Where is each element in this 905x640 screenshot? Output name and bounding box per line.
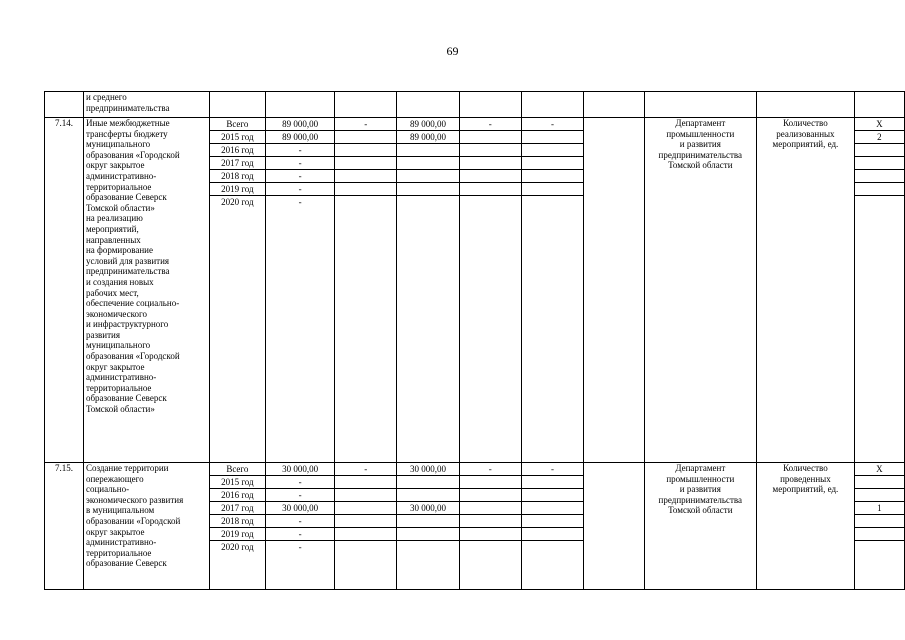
subrow-total-value: - [298,542,302,552]
values-cell [854,463,904,590]
row-number: 7.14. [45,118,84,463]
subrow-other-value [522,489,583,502]
subrow-years-value: 2019 год [210,183,266,196]
subrow-total-value: - [266,528,334,541]
subrow-total-value: - [266,515,334,528]
subrow-other-value [522,515,583,528]
subrow-other-value [522,476,583,489]
subrow-reg-value: 30 000,00 [397,463,458,476]
subrow-values-value: X [855,118,904,131]
subrow-loc-value [460,144,521,157]
subrow-fed-value [335,541,396,554]
table-row [45,463,905,590]
subrow-values-value: 1 [855,502,904,515]
subrow-fed-value [335,489,396,502]
subrow-years-value: 2019 год [210,528,266,541]
subrow-reg-value [397,541,458,554]
subrow-total-value: - [266,157,334,170]
subrow-years-value: 2018 год [210,170,266,183]
subrow-reg-value: 30 000,00 [397,502,458,515]
subrow-other-value [522,144,583,157]
subrow-years-value: 2020 год [221,542,254,552]
subrow-other-value [522,157,583,170]
table-row [45,118,905,463]
subrow-fed-value [335,170,396,183]
subrow-loc-value [460,157,521,170]
subrow-years-value: 2020 год [221,197,254,207]
subrow-other-value [522,170,583,183]
subrow-years-value: 2017 год [210,502,266,515]
subrow-values-value [855,196,904,209]
subrow-total-value: - [266,489,334,502]
subrow-years-value: 2015 год [210,131,266,144]
subrow-years-value: 2015 год [210,476,266,489]
subrow-years-value: 2016 год [210,144,266,157]
regional-cell [397,463,459,590]
subrow-fed-value [335,144,396,157]
regional-cell [397,118,459,463]
subrow-years-value: 2017 год [210,157,266,170]
values-cell [854,118,904,463]
subrow-years-value: 2016 год [210,489,266,502]
subrow-other-value [522,528,583,541]
subrow-total-value: - [266,476,334,489]
subrow-other-value [522,196,583,209]
subrow-reg-value [397,170,458,183]
row-number: 7.15. [45,463,84,590]
subrow-fed-value [335,131,396,144]
subrow-total-value: 89 000,00 [266,118,334,131]
subrow-other-value [522,502,583,515]
executor-cell: Департамент промышленности и развития предпринимательства Томской области [644,118,756,463]
subrow-loc-value [460,489,521,502]
subrow-loc-value: - [460,118,521,131]
subrow-total-value: 89 000,00 [266,131,334,144]
local-cell [459,463,521,590]
subrow-other-value [522,131,583,144]
subrow-values-value [855,541,904,554]
subrow-fed-value [335,528,396,541]
subrow-fed-value [335,476,396,489]
subrow-years-value: 2018 год [210,515,266,528]
subrow-values-value: 2 [855,131,904,144]
subrow-loc-value [460,515,521,528]
subrow-reg-value: 89 000,00 [397,118,458,131]
subrow-total-value: 30 000,00 [266,463,334,476]
subrow-total-value: - [266,170,334,183]
subrow-reg-value [397,144,458,157]
total-cell [266,463,335,590]
subrow-loc-value: - [460,463,521,476]
subrow-total-value: - [266,144,334,157]
subrow-loc-value [460,170,521,183]
subrow-other-value [522,183,583,196]
subrow-reg-value [397,515,458,528]
subrow-values-value [855,476,904,489]
continuation-text: и среднего предпринимательства [83,92,209,118]
subrow-values-value [855,489,904,502]
subrow-loc-value [460,476,521,489]
continuation-row [45,92,905,118]
subrow-other-value: - [522,118,583,131]
subrow-other-value [522,541,583,554]
subrow-values-value [855,183,904,196]
subrow-fed-value: - [335,118,396,131]
subrow-reg-value [397,528,458,541]
federal-cell [335,118,397,463]
subrow-loc-value [460,528,521,541]
subrow-loc-value [460,183,521,196]
subrow-reg-value: 89 000,00 [397,131,458,144]
subrow-values-value [855,528,904,541]
subrow-years-value: Всего [210,463,266,476]
subrow-values-value [855,157,904,170]
subrow-fed-value [335,515,396,528]
subrow-fed-value [335,183,396,196]
indicator-cell: Количество проведенных мероприятий, ед. [757,463,855,590]
subrow-total-value: 30 000,00 [266,502,334,515]
row-description: Создание территории опережающего социально- экономического развития в муниципальном образовании «Городской округ закрытое административно- территориальное образование Северск [83,463,209,590]
subrow-reg-value [397,196,458,209]
years-cell [209,463,266,590]
subrow-fed-value: - [335,463,396,476]
local-cell [459,118,521,463]
subrow-loc-value [460,196,521,209]
subrow-values-value [855,515,904,528]
subrow-years-value: Всего [210,118,266,131]
federal-cell [335,463,397,590]
subrow-reg-value [397,476,458,489]
program-table [44,91,905,590]
subrow-loc-value [460,541,521,554]
subrow-values-value [855,144,904,157]
subrow-reg-value [397,489,458,502]
subrow-loc-value [460,502,521,515]
subrow-total-value: - [266,183,334,196]
page-number: 69 [446,44,459,58]
subrow-fed-value [335,502,396,515]
subrow-total-value: - [298,197,302,207]
years-cell [209,118,266,463]
executor-cell: Департамент промышленности и развития предпринимательства Томской области [644,463,756,590]
subrow-loc-value [460,131,521,144]
other-cell [521,463,583,590]
subrow-reg-value [397,183,458,196]
subrow-reg-value [397,157,458,170]
subrow-fed-value [335,196,396,209]
row-description: Иные межбюджетные трансферты бюджету муниципального образования «Городской округ закрытое административно- территориальное образование Северск Томской области» на реализацию мероприятий, направленных на формирование условий для развития предпринимательства и создания новых рабочих мест, обеспечение социально- экономического и инфраструктурного развития муниципального образования «Городской округ закрытое административно- территориальное образование Северск Томской области» [83,118,209,463]
subrow-other-value: - [522,463,583,476]
indicator-cell: Количество реализованных мероприятий, ед. [757,118,855,463]
subrow-fed-value [335,157,396,170]
subrow-values-value [855,170,904,183]
other-cell [521,118,583,463]
subrow-values-value: X [855,463,904,476]
total-cell [266,118,335,463]
